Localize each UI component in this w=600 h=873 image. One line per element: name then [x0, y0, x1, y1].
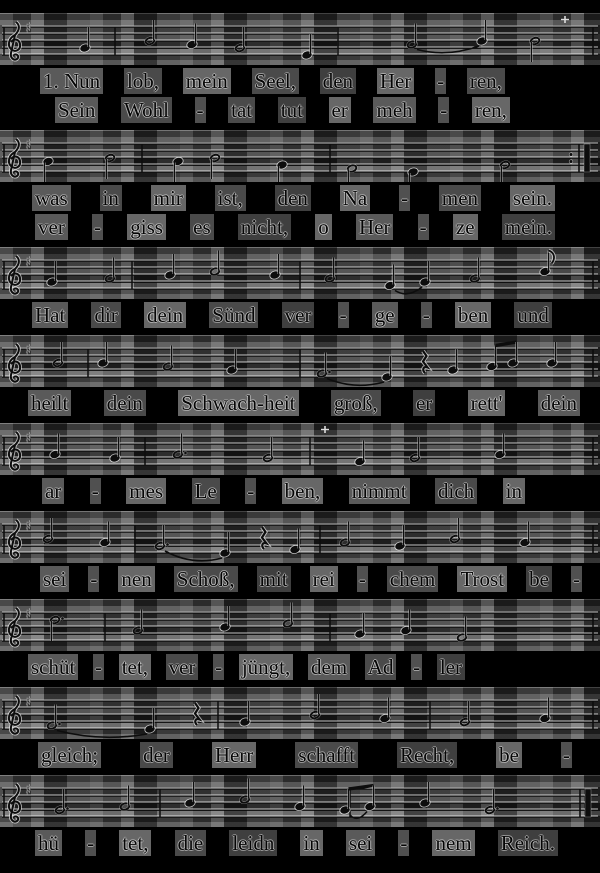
key-signature-sharp: ♯ — [25, 343, 32, 358]
lyric-word: ver — [35, 214, 68, 240]
syllable-hyphen: - — [196, 98, 204, 122]
lyric-word: be — [526, 566, 552, 592]
lyric-word: es — [190, 214, 214, 240]
syllable-hyphen: - — [401, 186, 409, 210]
key-signature-sharp: ♯ — [25, 431, 32, 446]
staff-system — [0, 775, 600, 856]
lyric-word: ge — [372, 302, 398, 328]
staff-band — [0, 13, 600, 65]
lyrics-line — [0, 566, 600, 592]
lyric-word: sei — [40, 566, 69, 592]
syllable-hyphen: - — [358, 567, 366, 591]
lyric-word: schafft — [295, 742, 358, 768]
staff-band — [0, 335, 600, 387]
lyric-word: nem — [432, 830, 474, 856]
lyric-word: ver — [166, 654, 199, 680]
staff-system — [0, 511, 600, 592]
lyric-word: ist, — [215, 185, 246, 211]
staff-system — [0, 599, 600, 680]
lyric-word: Her — [356, 214, 393, 240]
lyric-word: Sein — [55, 97, 98, 123]
quarter-note — [43, 157, 53, 182]
lyric-word: der — [140, 742, 173, 768]
lyrics-line — [0, 830, 600, 856]
staff-band — [0, 130, 600, 182]
syllable-hyphen: - — [440, 98, 448, 122]
lyric-word: dir — [91, 302, 120, 328]
lyric-word: giss — [127, 214, 166, 240]
half-note — [210, 251, 220, 276]
staff-band — [0, 775, 600, 827]
lyric-word: mit — [257, 566, 291, 592]
breath-mark-icon — [561, 16, 569, 23]
lyric-word: in — [300, 830, 322, 856]
lyric-word: er — [413, 390, 435, 416]
lyric-word: men — [439, 185, 481, 211]
lyric-word: rei — [310, 566, 338, 592]
staff-lines — [2, 700, 598, 729]
staff-band — [0, 511, 600, 563]
lyric-word: ze — [453, 214, 478, 240]
lyric-word: er — [329, 97, 351, 123]
lyric-word: ren, — [472, 97, 510, 123]
staff-system — [0, 335, 600, 416]
lyrics-line — [0, 654, 600, 680]
lyric-word: Le — [192, 478, 220, 504]
lyric-word: ben, — [282, 478, 324, 504]
lyric-word: sei — [346, 830, 375, 856]
lyric-word: sein. — [510, 185, 555, 211]
lyric-word: dem — [308, 654, 350, 680]
lyric-word: mir — [151, 185, 186, 211]
lyric-word: ren, — [467, 68, 505, 94]
lyric-word: hü — [35, 830, 62, 856]
lyric-word: gleich; — [38, 742, 101, 768]
staff-notation-svg — [0, 775, 600, 827]
lyric-word: groß, — [331, 390, 381, 416]
lyric-word: leidn — [229, 830, 277, 856]
lyric-word: tut — [278, 97, 306, 123]
lyric-word: in — [100, 185, 122, 211]
staff-notation-svg — [0, 13, 600, 65]
breath-mark-icon — [321, 426, 329, 433]
syllable-hyphen: - — [91, 479, 99, 503]
lyric-word: nimmt — [349, 478, 410, 504]
half-note — [347, 164, 357, 182]
lyric-word: Wohl — [121, 97, 172, 123]
half-note — [283, 603, 293, 628]
lyrics-line — [0, 68, 600, 94]
lyric-word: Seel, — [252, 68, 299, 94]
lyric-word: in — [503, 478, 525, 504]
lyric-word: o — [315, 214, 332, 240]
syllable-hyphen: - — [572, 567, 580, 591]
lyric-word: ler — [437, 654, 465, 680]
lyric-word: Schwach-heit — [178, 390, 298, 416]
syllable-hyphen: - — [419, 215, 427, 239]
lyric-word: rett' — [468, 390, 506, 416]
staff-notation-svg — [0, 247, 600, 299]
staff-lines — [2, 612, 598, 641]
staff-system — [0, 423, 600, 504]
lyric-word: heilt — [28, 390, 71, 416]
lyric-word: nicht, — [238, 214, 291, 240]
lyric-word: tet, — [119, 830, 151, 856]
lyrics-line — [0, 97, 600, 123]
lyric-word: Schoß, — [174, 566, 238, 592]
lyric-word: Reich. — [498, 830, 558, 856]
lyric-word: dein — [104, 390, 146, 416]
lyric-word: Her — [377, 68, 414, 94]
quarter-note — [173, 157, 183, 182]
syllable-hyphen: - — [95, 655, 103, 679]
lyric-word: chem — [387, 566, 438, 592]
staff-lines — [2, 436, 598, 465]
key-signature-sharp: ♯ — [25, 783, 32, 798]
staff-notation-svg — [0, 335, 600, 387]
lyric-word: ver — [282, 302, 315, 328]
lyric-word: Na — [340, 185, 371, 211]
staff-notation-svg — [0, 687, 600, 739]
quarter-note — [408, 168, 418, 182]
staff-notation-svg — [0, 130, 600, 182]
lyric-word: Ad — [365, 654, 397, 680]
syllable-hyphen: - — [422, 303, 430, 327]
lyric-word: Sünd — [209, 302, 258, 328]
lyrics-line — [0, 302, 600, 328]
key-signature-sharp: ♯ — [25, 519, 32, 534]
syllable-hyphen: - — [215, 655, 223, 679]
key-signature-sharp: ♯ — [25, 255, 32, 270]
lyric-word: schüt — [28, 654, 78, 680]
lyric-word: Hat — [32, 302, 68, 328]
lyric-word: jüngt, — [239, 654, 293, 680]
half-note — [240, 779, 250, 804]
lyric-word: den — [320, 68, 356, 94]
lyric-word: tat — [228, 97, 255, 123]
lyric-word: lob, — [124, 68, 162, 94]
lyric-word: tet, — [119, 654, 151, 680]
syllable-hyphen: - — [87, 831, 95, 855]
staff-system — [0, 247, 600, 328]
lyric-word: die — [175, 830, 207, 856]
staff-system — [0, 130, 600, 240]
staff-notation-svg — [0, 423, 600, 475]
staff-lines — [2, 26, 598, 55]
lyric-word: nen — [118, 566, 154, 592]
key-signature-sharp: ♯ — [25, 138, 32, 153]
lyric-word: meh — [373, 97, 415, 123]
lyric-word: und — [514, 302, 552, 328]
eighth-note — [540, 251, 554, 276]
staff-band — [0, 599, 600, 651]
lyric-word: mes — [126, 478, 166, 504]
key-signature-sharp: ♯ — [25, 695, 32, 710]
staff-band — [0, 687, 600, 739]
lyric-word: Trost — [457, 566, 507, 592]
lyric-word: ben — [455, 302, 491, 328]
tie-slur — [57, 731, 147, 738]
lyric-word: mein. — [502, 214, 555, 240]
syllable-hyphen: - — [400, 831, 408, 855]
key-signature-sharp: ♯ — [25, 607, 32, 622]
lyric-word: Recht, — [397, 742, 457, 768]
staff-system — [0, 687, 600, 768]
lyric-word: mein — [183, 68, 231, 94]
lyric-word: was — [32, 185, 71, 211]
lyric-word: be — [496, 742, 522, 768]
lyrics-line — [0, 214, 600, 240]
syllable-hyphen: - — [413, 655, 421, 679]
lyric-word: 1. Nun — [40, 68, 103, 94]
lyrics-line — [0, 742, 600, 768]
lyrics-line — [0, 185, 600, 211]
lyric-word: dein — [538, 390, 580, 416]
syllable-hyphen: - — [90, 567, 98, 591]
key-signature-sharp: ♯ — [25, 21, 32, 36]
lyrics-line — [0, 478, 600, 504]
staff-notation-svg — [0, 511, 600, 563]
syllable-hyphen: - — [94, 215, 102, 239]
staff-notation-svg — [0, 599, 600, 651]
lyric-word: dich — [435, 478, 477, 504]
lyrics-line — [0, 390, 600, 416]
lyric-word: den — [275, 185, 311, 211]
syllable-hyphen: - — [339, 303, 347, 327]
staff-system — [0, 13, 600, 123]
syllable-hyphen: - — [437, 69, 445, 93]
syllable-hyphen: - — [247, 479, 255, 503]
staff-band — [0, 423, 600, 475]
staff-band — [0, 247, 600, 299]
syllable-hyphen: - — [562, 743, 570, 767]
lyric-word: dein — [144, 302, 186, 328]
lyric-word: Herr — [212, 742, 256, 768]
lyric-word: ar — [42, 478, 64, 504]
tie-slur — [327, 379, 384, 386]
